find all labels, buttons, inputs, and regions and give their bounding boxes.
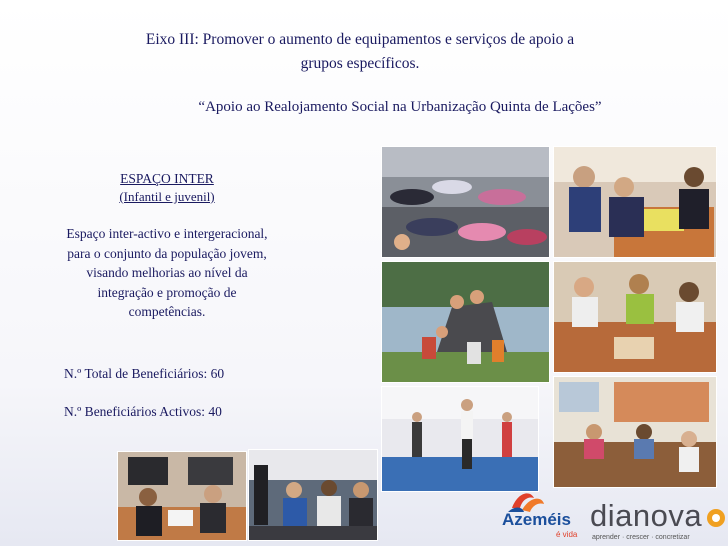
photo-computer-room-1 — [117, 451, 247, 541]
photo-dance-activity — [381, 386, 539, 492]
photo-children-resting — [381, 146, 550, 258]
space-heading: ESPAÇO INTER — [120, 171, 214, 186]
photo-children-boardgame — [553, 146, 717, 258]
space-subheading: (Infantil e juvenil) — [119, 189, 215, 204]
azemeis-name: Azeméis — [502, 510, 571, 529]
azemeis-tagline: é vida — [556, 530, 578, 539]
page-title — [60, 28, 660, 76]
title-line-2: grupos específicos. — [300, 55, 420, 72]
stat-total-beneficiaries: N.º Total de Beneficiários: 60 — [64, 366, 225, 381]
photo-classroom — [553, 376, 717, 488]
title-line-1: Eixo III: Promover o aumento de equipamentos e serviços de apoio a — [145, 31, 575, 48]
dianova-circle-icon — [706, 508, 726, 528]
azemeis-logo — [500, 488, 585, 542]
dianova-name: dianova — [590, 498, 703, 533]
photo-children-crafts — [553, 261, 717, 373]
dianova-logo — [590, 498, 728, 544]
photo-computer-room-2 — [248, 449, 378, 541]
space-info — [64, 170, 270, 322]
photo-group-statue — [381, 261, 550, 383]
dianova-tagline: aprender · crescer · concretizar — [592, 534, 690, 541]
space-description: Espaço inter-activo e intergeracional, para o conjunto da população jovem, visando melhorias ao nível da integração e promoção de competências. — [66, 226, 268, 319]
stat-active-beneficiaries: N.º Beneficiários Activos: 40 — [64, 404, 222, 419]
page-subtitle: “Apoio ao Realojamento Social na Urbanização Quinta de Lações” — [198, 99, 602, 115]
